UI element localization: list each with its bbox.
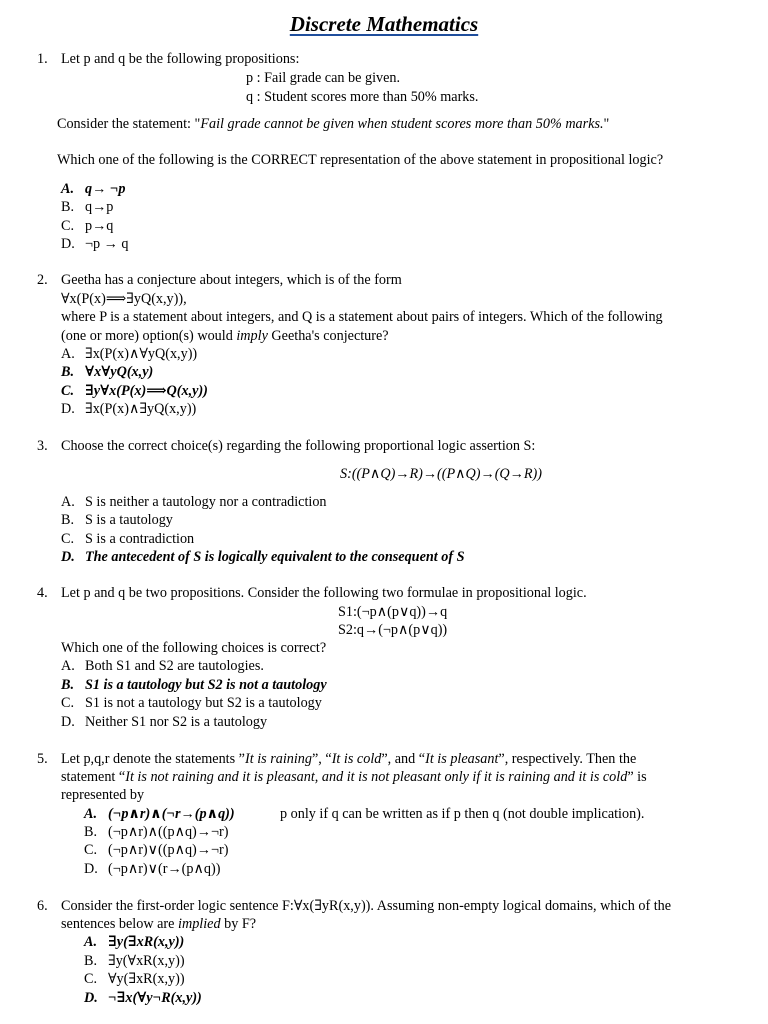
option-b: B. q→p <box>61 199 114 215</box>
option-a: A. (¬p∧r)∧(¬r→(p∧q)) <box>84 806 235 822</box>
option-c: C. ∀y(∃xR(x,y)) <box>84 971 185 987</box>
option-c: C. S1 is not a tautology but S2 is a tautology <box>61 695 322 711</box>
option-d: D. Neither S1 nor S2 is a tautology <box>61 714 268 730</box>
option-d: D. ¬∃x(∀y¬R(x,y)) <box>84 990 202 1006</box>
option-a: A. ∃y(∃xR(x,y)) <box>84 934 185 950</box>
question-number: 1. <box>37 51 48 67</box>
proposition-p: p : Fail grade can be given. <box>246 70 401 86</box>
question-text: Let p and q be the following propositions: <box>61 51 300 67</box>
conjecture-formula: ∀x(P(x)⟹∃yQ(x,y)), <box>61 291 187 307</box>
option-c: C. (¬p∧r)∨((p∧q)→¬r) <box>84 842 229 858</box>
question-number: 2. <box>37 272 48 288</box>
option-d: D. ∃x(P(x)∧∃yQ(x,y)) <box>61 401 197 417</box>
question-text: represented by <box>61 787 145 803</box>
question-prompt: Which one of the following choices is correct? <box>61 640 327 656</box>
proposition-q: q : Student scores more than 50% marks. <box>246 89 479 105</box>
option-a: A. q→ ¬p <box>61 181 126 197</box>
option-b: B. ∀x∀yQ(x,y) <box>61 364 154 380</box>
question-number: 6. <box>37 898 48 914</box>
option-d: D. ¬p → q <box>61 236 129 252</box>
option-b: B. ∃y(∀xR(x,y)) <box>84 953 185 969</box>
option-d: D. (¬p∧r)∨(r→(p∧q)) <box>84 861 221 877</box>
page-title: Discrete Mathematics <box>289 12 479 36</box>
option-b: B. (¬p∧r)∧((p∧q)→¬r) <box>84 824 229 840</box>
question-text: where P is a statement about integers, and Q is a statement about pairs of integers. Which of the following <box>61 309 663 325</box>
option-a: A. ∃x(P(x)∧∀yQ(x,y)) <box>61 346 198 362</box>
question-text: (one or more) option(s) would imply Geetha's conjecture? <box>61 328 389 344</box>
explanatory-note: p only if q can be written as if p then q (not double implication). <box>280 806 645 822</box>
question-number: 4. <box>37 585 48 601</box>
question-prompt: Which one of the following is the CORRECT representation of the above statement in propositional logic? <box>57 152 664 168</box>
question-text: Consider the first-order logic sentence F:∀x(∃yR(x,y)). Assuming non-empty logical domains, which of the <box>61 898 672 914</box>
option-b: B. S1 is a tautology but S2 is not a tautology <box>61 677 327 693</box>
option-c: C. S is a contradiction <box>61 531 195 547</box>
question-number: 5. <box>37 751 48 767</box>
question-text: statement “It is not raining and it is pleasant, and it is not pleasant only if it is raining and it is cold” is <box>61 769 647 785</box>
question-text: Choose the correct choice(s) regarding the following proportional logic assertion S: <box>61 438 536 454</box>
question-text: Let p,q,r denote the statements ”It is raining”, “It is cold”, and “It is pleasant”, respectively. Then the <box>61 751 637 767</box>
question-text: Let p and q be two propositions. Consider the following two formulae in propositional logic. <box>61 585 587 601</box>
formula-s2: S2:q→(¬p∧(p∨q)) <box>338 622 448 638</box>
option-c: C. p→q <box>61 218 114 234</box>
assertion-formula: S:((P∧Q)→R)→((P∧Q)→(Q→R)) <box>340 466 542 482</box>
option-b: B. S is a tautology <box>61 512 173 528</box>
option-a: A. Both S1 and S2 are tautologies. <box>61 658 264 674</box>
question-text: Geetha has a conjecture about integers, which is of the form <box>61 272 402 288</box>
question-text: sentences below are implied by F? <box>61 916 257 932</box>
statement: Consider the statement: "Fail grade cannot be given when student scores more than 50% marks." <box>57 116 610 132</box>
option-d: D. The antecedent of S is logically equivalent to the consequent of S <box>61 549 465 565</box>
question-number: 3. <box>37 438 48 454</box>
formula-s1: S1:(¬p∧(p∨q))→q <box>338 604 448 620</box>
option-c: C. ∃y∀x(P(x)⟹Q(x,y)) <box>61 383 208 399</box>
option-a: A. S is neither a tautology nor a contradiction <box>61 494 327 510</box>
